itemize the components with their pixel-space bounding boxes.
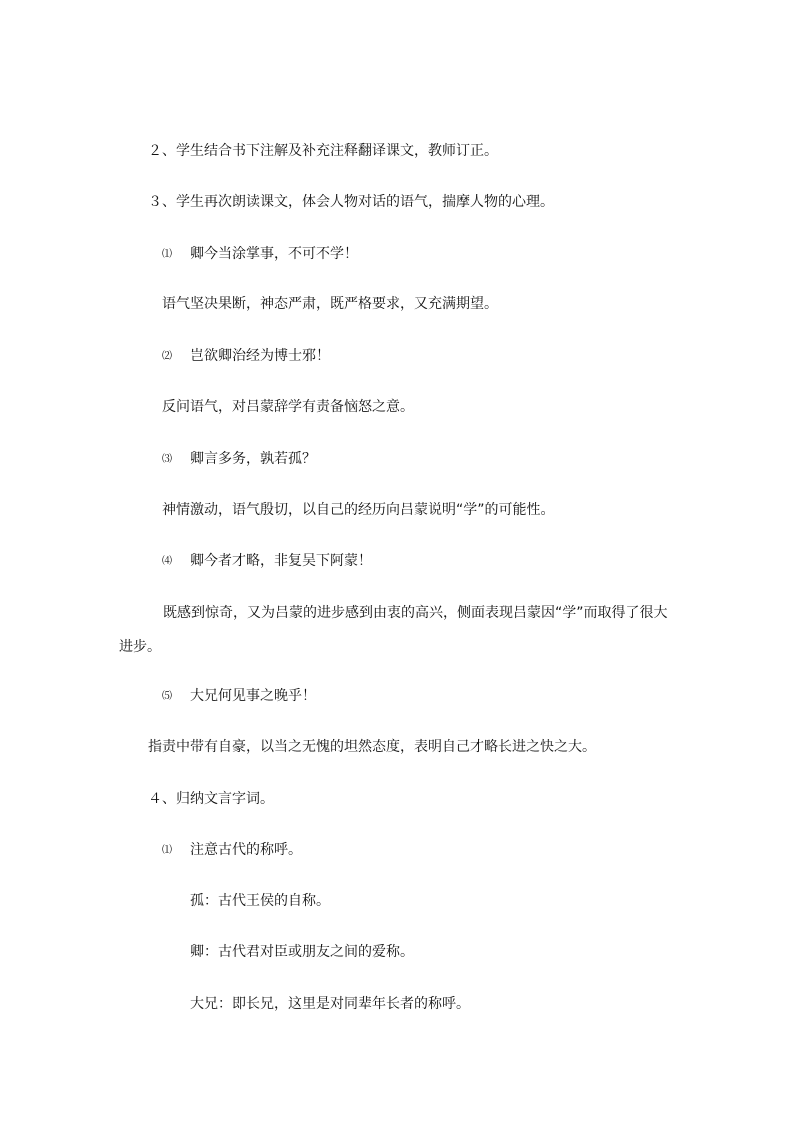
sentence-5-text: 大兄何见事之晚乎！ <box>190 688 316 704</box>
sentence-2 <box>162 346 330 367</box>
sentence-3-explanation: 神情激动，语气殷切，以自己的经历向吕蒙说明“学”的可能性。 <box>162 502 555 518</box>
sentence-4-number: ⑷ <box>162 556 172 567</box>
term-daxiong: 大兄：即长兄，这里是对同辈年长者的称呼。 <box>190 996 470 1012</box>
sentence-3 <box>162 449 316 470</box>
step-3-paragraph: ３、学生再次朗读课文，体会人物对话的语气，揣摩人物的心理。 <box>148 194 554 210</box>
sentence-2-text: 岂欲卿治经为博士邪！ <box>190 348 330 364</box>
sentence-2-explanation: 反问语气，对吕蒙辞学有责备恼怒之意。 <box>162 399 414 415</box>
term-section-1-text: 注意古代的称呼。 <box>190 842 302 858</box>
sentence-4-text: 卿今者才略，非复吴下阿蒙！ <box>190 553 372 569</box>
sentence-4 <box>162 551 372 572</box>
sentence-4-explanation: 既感到惊奇，又为吕蒙的进步感到由衷的高兴，侧面表现吕蒙因“学”而取得了很大进步。 <box>119 605 668 655</box>
sentence-1-number: ⑴ <box>162 249 172 260</box>
sentence-5-number: ⑸ <box>162 691 172 702</box>
sentence-1-text: 卿今当涂掌事，不可不学！ <box>190 246 358 262</box>
term-gu: 孤：古代王侯的自称。 <box>190 893 330 909</box>
step-2-paragraph: ２、学生结合书下注解及补充注释翻译课文，教师订正。 <box>148 143 498 159</box>
term-qing: 卿：古代君对臣或朋友之间的爱称。 <box>190 944 414 960</box>
sentence-5 <box>162 686 316 707</box>
term-section-1-number: ⑴ <box>162 845 172 856</box>
sentence-5-explanation: 指责中带有自豪，以当之无愧的坦然态度，表明自己才略长进之快之大。 <box>148 739 596 755</box>
term-section-1 <box>162 840 302 861</box>
sentence-3-number: ⑶ <box>162 454 172 465</box>
sentence-1-explanation: 语气坚决果断，神态严肃，既严格要求，又充满期望。 <box>162 296 498 312</box>
step-4-paragraph: ４、归纳文言字词。 <box>148 791 274 807</box>
sentence-1 <box>162 244 358 265</box>
sentence-2-number: ⑵ <box>162 351 172 362</box>
sentence-3-text: 卿言多务，孰若孤？ <box>190 451 316 467</box>
